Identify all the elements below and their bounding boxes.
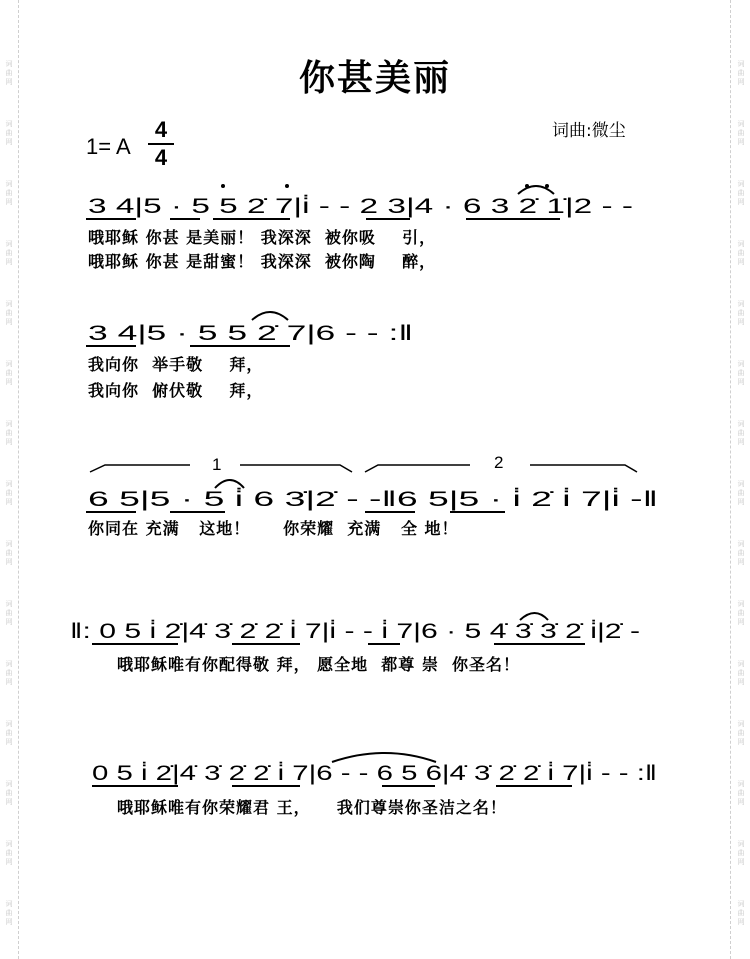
system-5-notation: 0 5 i̇ 2̇|4̇ 3̇ 2̇ 2̇ i̇ 7|6 - - 6 5 6|4̇ 3̇ 2̇ 2̇ i̇ 7|i̇ - - :‖ [92,762,657,785]
song-title: 你甚美丽 [298,57,451,99]
watermark-mark: 词 曲 网 [5,300,13,326]
watermark-mark: 词 曲 网 [5,60,13,86]
key-signature: 1= A [86,134,131,159]
watermark-mark: 词 曲 网 [5,780,13,806]
time-signature-bottom: 4 [154,145,168,170]
watermark-mark: 词 曲 网 [737,780,745,806]
system-2-notation: 3 4|5 · 5 5 2̇ 7|6 - - :‖ [88,322,413,345]
system-1-notes [88,195,633,218]
system-2-lyric-verse-2: 我向你 俯伏敬 拜， [88,381,264,400]
watermark-mark: 词 曲 网 [5,360,13,386]
watermark-mark: 词 曲 网 [737,240,745,266]
system-2-lyric-verse-1: 我向你 举手敬 拜， [88,355,264,374]
system-1-lyric-verse-1: 哦耶稣 你甚 是美丽！ 我深深 被你吸 引， [88,228,437,247]
watermark-mark: 词 曲 网 [5,420,13,446]
system-4-lyric: 哦耶稣唯有你配得敬 拜， 愿全地 都尊 崇 你圣名！ [117,655,520,674]
system-1-lyric-verse-2: 哦耶稣 你甚 是甜蜜！ 我深深 被你陶 醉， [88,252,437,271]
watermark-mark: 词 曲 网 [737,600,745,626]
slur-5 [332,753,436,762]
time-signature-top: 4 [154,117,168,142]
watermark-mark: 词 曲 网 [5,480,13,506]
watermark-mark: 词 曲 网 [737,480,745,506]
volta-brackets [90,465,637,472]
watermark-mark: 词 曲 网 [737,840,745,866]
watermark-mark: 词 曲 网 [737,180,745,206]
watermark-mark: 词 曲 网 [5,840,13,866]
watermark-mark: 词 曲 网 [737,900,745,926]
tie-2 [252,312,288,320]
system-3-notation: 6 5|5 · 5 i̇ 6 3̇|2̇ - -‖6 5|5 · i̇ 2̇ i̇ 7|i̇ -‖ [88,488,658,511]
watermark-mark: 词 曲 网 [5,240,13,266]
watermark-mark: 词 曲 网 [5,720,13,746]
system-1-octave-dots [221,184,549,188]
watermark-mark: 词 曲 网 [737,540,745,566]
watermark-mark: 词 曲 网 [5,660,13,686]
tie-4 [520,613,548,620]
tie-3 [215,480,244,488]
watermark-mark: 词 曲 网 [5,540,13,566]
watermark-mark: 词 曲 网 [5,120,13,146]
watermark-mark: 词 曲 网 [737,120,745,146]
watermark-mark: 词 曲 网 [737,360,745,386]
watermark-mark: 词 曲 网 [737,300,745,326]
watermark-mark: 词 曲 网 [737,720,745,746]
watermark-mark: 词 曲 网 [5,900,13,926]
system-4-notation: ‖: 0 5 i̇ 2̇|4̇ 3̇ 2̇ 2̇ i̇ 7|i̇ - - i̇ 7|6 · 5 4̇ 3̇ 3̇ 2̇ i̇|2̇ - [70,620,640,643]
watermark-mark: 词 曲 网 [5,600,13,626]
watermark-mark: 词 曲 网 [737,60,745,86]
system-5-lyric: 哦耶稣唯有你荣耀君 王， 我们尊崇你圣洁之名！ [117,798,507,817]
watermark-mark: 词 曲 网 [5,180,13,206]
watermark-mark: 词 曲 网 [737,660,745,686]
volta-2-label: 2 [494,453,504,472]
system-3-lyric: 你同在 充满 这地！ 你荣耀 充满 全 地！ [88,519,459,538]
watermark-mark: 词 曲 网 [737,420,745,446]
volta-1-label: 1 [212,455,222,474]
composer-credit: 词曲:微尘 [552,121,626,141]
system-1-notation: 3 4|5 · 5 5 2̇ 7|i̇ - - 2 3|4 · 6 3 2̇ 1̇|2 - - [88,195,633,218]
